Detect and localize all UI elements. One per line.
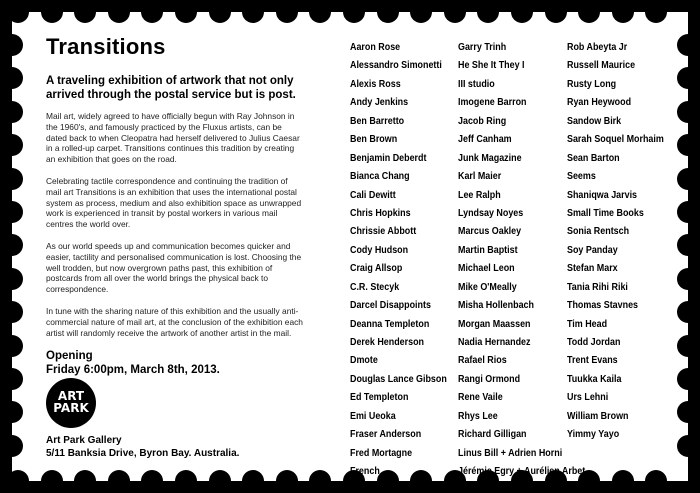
artist-name: Mike O'Meally (458, 281, 517, 293)
perforation-hole (677, 335, 699, 357)
artist-name: Todd Jordan (567, 337, 621, 348)
artist-name: He She It They I (458, 60, 525, 72)
perforation-hole (1, 368, 23, 390)
perforation-hole (1, 168, 23, 190)
artist-name: Jeff Canham (458, 134, 512, 146)
artist-name: Chrissie Abbott (350, 226, 417, 238)
artist-name: Marcus Oakley (458, 226, 522, 238)
perforation-hole (511, 1, 533, 23)
perforation-hole (677, 401, 699, 423)
artist-name: Shaniqwa Jarvis (567, 189, 638, 201)
perforation-hole (677, 34, 699, 56)
perforation-hole (677, 67, 699, 89)
artist-name: Michael Leon (458, 263, 515, 275)
artist-name: Cody Hudson (350, 244, 409, 256)
artist-name: Fred Mortagne (350, 447, 413, 459)
artist-name: Alexis Ross (350, 78, 401, 90)
page-title: Transitions (46, 34, 166, 59)
perforation-hole (377, 1, 399, 23)
perforation-hole (276, 1, 298, 23)
artist-name: Morgan Maassen (458, 318, 531, 330)
perforation-hole (209, 1, 231, 23)
perforation-hole (141, 470, 163, 492)
paragraph-concept: Celebrating tactile correspondence and continuing the tradition of mail art Transitions is an exhibition that uses the international postal system as process, medium and also exhibition space as unwrapped work is experienced in transit by postal workers in various mail centres the world over. (46, 175, 302, 230)
subtitle: A traveling exhibition of artwork that not only arrived through the postal service but is post. (46, 75, 296, 101)
artist-name: Thomas Stavnes (567, 300, 639, 312)
perforation-hole (1, 435, 23, 457)
artist-name: Linus Bill + Adrien Horni (458, 447, 563, 459)
artist-name: Yimmy Yayo (567, 429, 620, 441)
artist-name: Cali Dewitt (350, 189, 396, 201)
perforation-hole (7, 1, 29, 23)
perforation-hole (612, 1, 634, 23)
artist-name: Tania Rihi Riki (567, 281, 628, 293)
perforation-hole (175, 470, 197, 492)
perforation-hole (276, 470, 298, 492)
perforation-hole (677, 168, 699, 190)
artist-name: Douglas Lance Gibson (350, 373, 447, 385)
artist-name: Ryan Heywood (567, 97, 632, 109)
perforation-hole (677, 201, 699, 223)
perforation-hole (444, 1, 466, 23)
artist-name: Rafael Rios (458, 355, 507, 367)
artist-name: Rob Abeyta Jr (567, 42, 628, 53)
artist-name: Sandow Birk (567, 115, 622, 127)
artist-name: Rhys Lee (458, 410, 498, 422)
artist-name: Rene Vaile (458, 392, 503, 404)
perforation-hole (645, 470, 667, 492)
paragraph-history: Mail art, widely agreed to have officially begun with Ray Johnson in the 1960's, and famously practiced by the Fluxus artists, can be dated back to when Cleopatra had herself delivered to Julius Caesar in a rolled-up carpet. Transitions continues this tradition by creating an exhibition that goes on the road. (46, 111, 300, 165)
artist-name: French (350, 466, 380, 478)
artist-name: Aaron Rose (350, 42, 401, 53)
artist-name: William Brown (567, 410, 629, 422)
artist-name: Deanna Templeton (350, 318, 430, 330)
perforation-hole (1, 101, 23, 123)
artist-name: Garry Trinh (458, 42, 507, 53)
perforation-hole (677, 234, 699, 256)
artist-name: Tuukka Kaila (567, 373, 622, 385)
gallery-info (46, 434, 239, 460)
artist-name: Alessandro Simonetti (350, 60, 442, 72)
artist-name: Urs Lehni (567, 392, 609, 404)
artist-name: Martin Baptist (458, 244, 518, 256)
artist-name: Dmote (350, 355, 378, 367)
perforation-hole (175, 1, 197, 23)
artist-name: Seems (567, 171, 596, 183)
artist-name: Ben Brown (350, 134, 398, 146)
paragraph-exchange: In tune with the sharing nature of this exhibition and the usually anti-commercial nature of mail art, at the conclusion of the exhibition each artist will randomly receive the artwork of another artist in the mail. (46, 305, 303, 338)
gallery-address: 5/11 Banksia Drive, Byron Bay. Australia. (46, 448, 240, 459)
artist-name: Darcel Disappoints (350, 300, 431, 312)
artist-name: Lyndsay Noyes (458, 207, 524, 219)
opening-label: Opening (46, 350, 93, 363)
logo-line-1: ART (57, 389, 85, 403)
artist-name: Sonia Rentsch (567, 226, 630, 238)
artist-name: Ed Templeton (350, 392, 409, 404)
artist-name: Craig Allsop (350, 263, 403, 275)
perforation-hole (677, 435, 699, 457)
artist-name: Fraser Anderson (350, 429, 422, 441)
artist-name: Stefan Marx (567, 263, 618, 275)
art-park-logo (46, 378, 96, 428)
artist-name: Ben Barretto (350, 115, 405, 127)
artist-name: Andy Jenkins (350, 97, 409, 109)
perforation-hole (7, 470, 29, 492)
artist-name: Lee Ralph (458, 189, 501, 201)
artist-name: Jacob Ring (458, 115, 507, 127)
artist-column-3 (567, 39, 664, 445)
artist-name: Nadia Hernandez (458, 337, 531, 348)
artist-name: C.R. Stecyk (350, 281, 400, 293)
perforation-hole (677, 368, 699, 390)
perforation-hole (209, 470, 231, 492)
perforation-hole (545, 1, 567, 23)
opening-info (46, 349, 304, 377)
perforation-hole (108, 470, 130, 492)
artist-name: Jérémie Egry + Aurélien Arbet (458, 466, 586, 478)
perforation-hole (677, 134, 699, 156)
perforation-hole (677, 268, 699, 290)
perforation-hole (1, 34, 23, 56)
artist-name: Bianca Chang (350, 171, 410, 183)
artist-name: Imogene Barron (458, 97, 527, 109)
perforation-hole (41, 1, 63, 23)
gallery-name: Art Park Gallery (46, 435, 122, 446)
artist-name: Sean Barton (567, 152, 620, 164)
opening-date: Friday 6:00pm, March 8th, 2013. (46, 364, 220, 377)
artist-name: Rusty Long (567, 78, 617, 90)
perforation-hole (1, 268, 23, 290)
artist-name: Tim Head (567, 318, 608, 330)
perforation-hole (242, 470, 264, 492)
perforation-hole (41, 470, 63, 492)
artist-name: Richard Gilligan (458, 429, 527, 441)
artist-name: Benjamin Deberdt (350, 152, 427, 164)
artist-name: Trent Evans (567, 355, 618, 367)
paragraph-tactility: As our world speeds up and communication becomes quicker and easier, tactility and personalised communication is lost. Choosing the well trodden, but now overgrown paths past, this exhibition of postcards from all over the world brings the physical back to correspondence. (46, 240, 302, 295)
artist-column-1 (350, 39, 447, 482)
artist-name: Chris Hopkins (350, 207, 411, 219)
artist-name: Derek Henderson (350, 337, 425, 348)
perforation-hole (108, 1, 130, 23)
perforation-hole (677, 101, 699, 123)
perforation-hole (1, 335, 23, 357)
artist-name: Russell Maurice (567, 60, 636, 72)
perforation-hole (612, 470, 634, 492)
artist-name: Junk Magazine (458, 152, 522, 164)
artist-name: Rangi Ormond (458, 373, 521, 385)
perforation-hole (1, 201, 23, 223)
artist-name: Soy Panday (567, 244, 618, 256)
perforation-hole (343, 1, 365, 23)
artist-name: III studio (458, 78, 495, 90)
logo-line-2: PARK (53, 401, 89, 415)
artist-name: Sarah Soquel Morhaim (567, 134, 664, 146)
artist-name: Emi Ueoka (350, 410, 396, 422)
description-column (46, 34, 304, 377)
artist-name: Karl Maier (458, 171, 502, 183)
perforation-hole (677, 301, 699, 323)
artist-name: Small Time Books (567, 207, 644, 219)
perforation-hole (74, 470, 96, 492)
perforation-hole (309, 470, 331, 492)
artist-name: Misha Hollenbach (458, 300, 534, 312)
